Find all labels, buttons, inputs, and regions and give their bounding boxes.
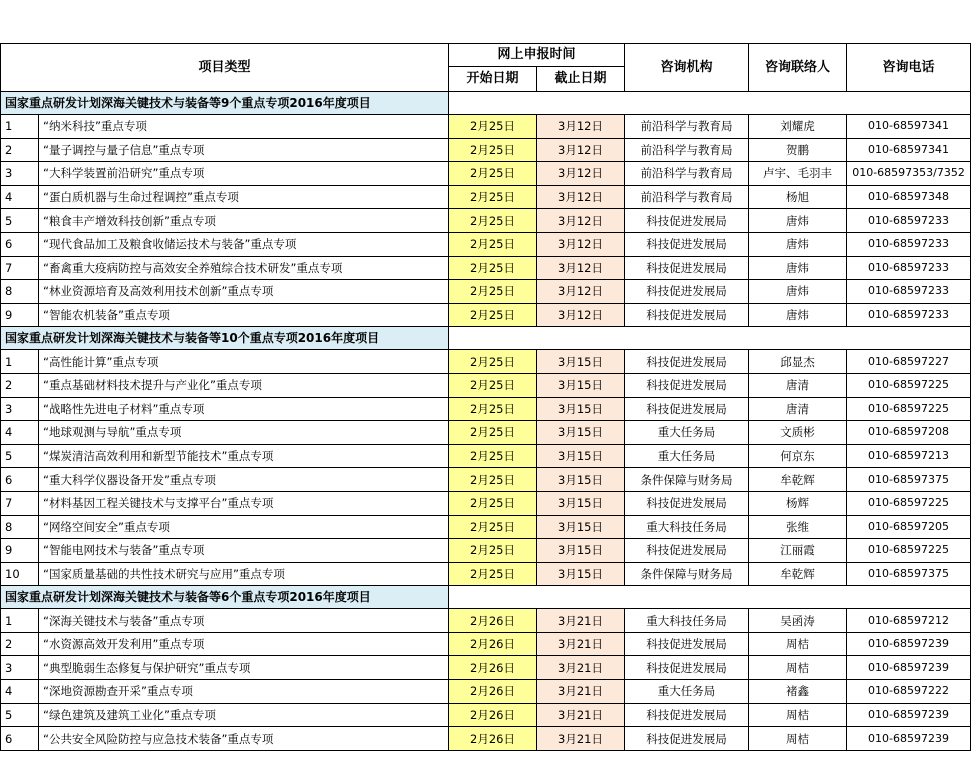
table-body — [1, 44, 971, 751]
cell-project-name[interactable]: “战略性先进电子材料”重点专项 — [39, 397, 449, 421]
cell-project-name[interactable]: “国家质量基础的共性技术研究与应用”重点专项 — [39, 562, 449, 586]
cell-phone[interactable]: 010-68597233 — [847, 280, 971, 304]
cell-contact[interactable]: 吴函涛 — [749, 609, 847, 633]
table-row — [1, 185, 971, 209]
cell-start-date[interactable]: 2月25日 — [449, 373, 537, 397]
table-row — [1, 256, 971, 280]
cell-contact[interactable]: 牟乾辉 — [749, 468, 847, 492]
cell-contact[interactable]: 唐炜 — [749, 232, 847, 256]
cell-agency[interactable]: 条件保障与财务局 — [625, 468, 749, 492]
cell-end-date[interactable]: 3月12日 — [537, 232, 625, 256]
cell-agency[interactable]: 科技促进发展局 — [625, 350, 749, 374]
section-title[interactable]: 国家重点研发计划深海关键技术与装备等6个重点专项2016年度项目 — [1, 586, 449, 609]
cell-start-date[interactable]: 2月26日 — [449, 656, 537, 680]
cell-project-name[interactable]: “重大科学仪器设备开发”重点专项 — [39, 468, 449, 492]
table-row — [1, 539, 971, 563]
table-row — [1, 444, 971, 468]
cell-project-name[interactable]: “网络空间安全”重点专项 — [39, 515, 449, 539]
cell-agency[interactable]: 前沿科学与教育局 — [625, 138, 749, 162]
cell-start-date[interactable]: 2月25日 — [449, 115, 537, 139]
cell-phone[interactable]: 010-68597233 — [847, 209, 971, 233]
cell-project-name[interactable]: “水资源高效开发利用”重点专项 — [39, 632, 449, 656]
cell-phone[interactable]: 010-68597225 — [847, 373, 971, 397]
cell-agency[interactable]: 科技促进发展局 — [625, 491, 749, 515]
table-row — [1, 162, 971, 186]
cell-contact[interactable]: 邱显杰 — [749, 350, 847, 374]
cell-number[interactable]: 6 — [1, 232, 39, 256]
cell-phone[interactable]: 010-68597341 — [847, 115, 971, 139]
cell-number[interactable]: 9 — [1, 303, 39, 327]
cell-end-date[interactable]: 3月12日 — [537, 256, 625, 280]
cell-number[interactable]: 9 — [1, 539, 39, 563]
cell-agency[interactable]: 科技促进发展局 — [625, 539, 749, 563]
cell-number[interactable]: 2 — [1, 632, 39, 656]
cell-start-date[interactable]: 2月25日 — [449, 256, 537, 280]
cell-phone[interactable]: 010-68597375 — [847, 468, 971, 492]
cell-agency[interactable]: 条件保障与财务局 — [625, 562, 749, 586]
cell-end-date[interactable]: 3月15日 — [537, 562, 625, 586]
cell-end-date[interactable]: 3月21日 — [537, 727, 625, 751]
section-title[interactable]: 国家重点研发计划深海关键技术与装备等10个重点专项2016年度项目 — [1, 327, 449, 350]
header-row-1 — [1, 44, 971, 67]
cell-contact[interactable]: 褚鑫 — [749, 680, 847, 704]
header-end-date[interactable]: 截止日期 — [537, 67, 625, 92]
cell-contact[interactable]: 杨辉 — [749, 491, 847, 515]
cell-start-date[interactable]: 2月25日 — [449, 350, 537, 374]
cell-number[interactable]: 5 — [1, 444, 39, 468]
spreadsheet — [0, 43, 971, 751]
cell-agency[interactable]: 重大任务局 — [625, 444, 749, 468]
cell-phone[interactable]: 010-68597205 — [847, 515, 971, 539]
cell-phone[interactable]: 010-68597239 — [847, 656, 971, 680]
cell-phone[interactable]: 010-68597348 — [847, 185, 971, 209]
cell-contact[interactable]: 张维 — [749, 515, 847, 539]
section-header-row — [1, 586, 971, 609]
cell-project-name[interactable]: “深海关键技术与装备”重点专项 — [39, 609, 449, 633]
cell-project-name[interactable]: “蛋白质机器与生命过程调控”重点专项 — [39, 185, 449, 209]
cell-project-name[interactable]: “高性能计算”重点专项 — [39, 350, 449, 374]
cell-agency[interactable]: 科技促进发展局 — [625, 373, 749, 397]
cell-project-name[interactable]: “大科学装置前沿研究”重点专项 — [39, 162, 449, 186]
cell-end-date[interactable]: 3月21日 — [537, 632, 625, 656]
table-row — [1, 138, 971, 162]
cell-agency[interactable]: 科技促进发展局 — [625, 703, 749, 727]
cell-end-date[interactable]: 3月21日 — [537, 609, 625, 633]
cell-number[interactable]: 5 — [1, 209, 39, 233]
project-table — [0, 43, 971, 751]
cell-number[interactable]: 6 — [1, 727, 39, 751]
cell-contact[interactable]: 唐炜 — [749, 256, 847, 280]
table-row — [1, 232, 971, 256]
cell-project-name[interactable]: “材料基因工程关键技术与支撑平台”重点专项 — [39, 491, 449, 515]
cell-phone[interactable]: 010-68597233 — [847, 303, 971, 327]
table-row — [1, 280, 971, 304]
table-row — [1, 303, 971, 327]
section-empty-cell[interactable] — [449, 92, 971, 115]
cell-phone[interactable]: 010-68597227 — [847, 350, 971, 374]
cell-number[interactable]: 3 — [1, 397, 39, 421]
cell-end-date[interactable]: 3月12日 — [537, 185, 625, 209]
cell-contact[interactable]: 杨旭 — [749, 185, 847, 209]
cell-contact[interactable]: 文质彬 — [749, 421, 847, 445]
table-row — [1, 609, 971, 633]
cell-phone[interactable]: 010-68597222 — [847, 680, 971, 704]
cell-agency[interactable]: 科技促进发展局 — [625, 256, 749, 280]
table-row — [1, 397, 971, 421]
header-agency[interactable]: 咨询机构 — [625, 44, 749, 92]
cell-number[interactable]: 8 — [1, 515, 39, 539]
cell-phone[interactable]: 010-68597239 — [847, 727, 971, 751]
cell-start-date[interactable]: 2月25日 — [449, 444, 537, 468]
cell-end-date[interactable]: 3月15日 — [537, 515, 625, 539]
cell-end-date[interactable]: 3月15日 — [537, 350, 625, 374]
cell-contact[interactable]: 江丽霞 — [749, 539, 847, 563]
cell-end-date[interactable]: 3月21日 — [537, 703, 625, 727]
cell-end-date[interactable]: 3月12日 — [537, 162, 625, 186]
section-header-row — [1, 92, 971, 115]
cell-phone[interactable]: 010-68597225 — [847, 491, 971, 515]
section-empty-cell[interactable] — [449, 327, 971, 350]
cell-number[interactable]: 4 — [1, 421, 39, 445]
cell-project-name[interactable]: “智能农机装备”重点专项 — [39, 303, 449, 327]
cell-number[interactable]: 2 — [1, 373, 39, 397]
cell-project-name[interactable]: “智能电网技术与装备”重点专项 — [39, 539, 449, 563]
table-row — [1, 680, 971, 704]
header-contact[interactable]: 咨询联络人 — [749, 44, 847, 92]
cell-project-name[interactable]: “粮食丰产增效科技创新”重点专项 — [39, 209, 449, 233]
cell-number[interactable]: 1 — [1, 609, 39, 633]
cell-end-date[interactable]: 3月15日 — [537, 468, 625, 492]
cell-contact[interactable]: 卢宇、毛羽丰 — [749, 162, 847, 186]
cell-number[interactable]: 1 — [1, 350, 39, 374]
cell-phone[interactable]: 010-68597239 — [847, 632, 971, 656]
cell-start-date[interactable]: 2月25日 — [449, 138, 537, 162]
cell-number[interactable]: 10 — [1, 562, 39, 586]
cell-number[interactable]: 5 — [1, 703, 39, 727]
cell-phone[interactable]: 010-68597208 — [847, 421, 971, 445]
table-row — [1, 209, 971, 233]
cell-project-name[interactable]: “重点基础材料技术提升与产业化”重点专项 — [39, 373, 449, 397]
cell-contact[interactable]: 何京东 — [749, 444, 847, 468]
header-online-time[interactable]: 网上申报时间 — [449, 44, 625, 67]
cell-contact[interactable]: 刘耀虎 — [749, 115, 847, 139]
section-title[interactable]: 国家重点研发计划深海关键技术与装备等9个重点专项2016年度项目 — [1, 92, 449, 115]
table-row — [1, 350, 971, 374]
cell-contact[interactable]: 牟乾辉 — [749, 562, 847, 586]
cell-number[interactable]: 7 — [1, 491, 39, 515]
cell-phone[interactable]: 010-68597225 — [847, 539, 971, 563]
table-row — [1, 703, 971, 727]
table-row — [1, 632, 971, 656]
cell-end-date[interactable]: 3月15日 — [537, 373, 625, 397]
cell-end-date[interactable]: 3月21日 — [537, 656, 625, 680]
cell-start-date[interactable]: 2月26日 — [449, 680, 537, 704]
cell-project-name[interactable]: “纳米科技”重点专项 — [39, 115, 449, 139]
cell-end-date[interactable]: 3月15日 — [537, 539, 625, 563]
cell-start-date[interactable]: 2月25日 — [449, 468, 537, 492]
cell-start-date[interactable]: 2月26日 — [449, 609, 537, 633]
cell-project-name[interactable]: “绿色建筑及建筑工业化”重点专项 — [39, 703, 449, 727]
header-project-type[interactable]: 项目类型 — [1, 44, 449, 92]
cell-agency[interactable]: 科技促进发展局 — [625, 727, 749, 751]
cell-start-date[interactable]: 2月25日 — [449, 421, 537, 445]
cell-phone[interactable]: 010-68597375 — [847, 562, 971, 586]
cell-number[interactable]: 4 — [1, 680, 39, 704]
cell-agency[interactable]: 科技促进发展局 — [625, 209, 749, 233]
cell-end-date[interactable]: 3月15日 — [537, 444, 625, 468]
cell-start-date[interactable]: 2月26日 — [449, 703, 537, 727]
header-start-date[interactable]: 开始日期 — [449, 67, 537, 92]
cell-contact[interactable]: 周桔 — [749, 727, 847, 751]
header-phone[interactable]: 咨询电话 — [847, 44, 971, 92]
cell-agency[interactable]: 重大科技任务局 — [625, 515, 749, 539]
cell-start-date[interactable]: 2月26日 — [449, 632, 537, 656]
cell-phone[interactable]: 010-68597233 — [847, 256, 971, 280]
section-header-row — [1, 327, 971, 350]
cell-contact[interactable]: 贺鹏 — [749, 138, 847, 162]
cell-number[interactable]: 1 — [1, 115, 39, 139]
cell-project-name[interactable]: “林业资源培育及高效利用技术创新”重点专项 — [39, 280, 449, 304]
cell-contact[interactable]: 周桔 — [749, 656, 847, 680]
cell-phone[interactable]: 010-68597233 — [847, 232, 971, 256]
cell-start-date[interactable]: 2月25日 — [449, 162, 537, 186]
cell-project-name[interactable]: “地球观测与导航”重点专项 — [39, 421, 449, 445]
cell-project-name[interactable]: “深地资源勘查开采”重点专项 — [39, 680, 449, 704]
cell-number[interactable]: 6 — [1, 468, 39, 492]
cell-end-date[interactable]: 3月12日 — [537, 303, 625, 327]
cell-agency[interactable]: 科技促进发展局 — [625, 656, 749, 680]
cell-phone[interactable]: 010-68597341 — [847, 138, 971, 162]
cell-number[interactable]: 4 — [1, 185, 39, 209]
table-row — [1, 468, 971, 492]
cell-project-name[interactable]: “公共安全风险防控与应急技术装备”重点专项 — [39, 727, 449, 751]
cell-contact[interactable]: 唐炜 — [749, 209, 847, 233]
cell-start-date[interactable]: 2月25日 — [449, 539, 537, 563]
cell-end-date[interactable]: 3月15日 — [537, 397, 625, 421]
cell-phone[interactable]: 010-68597239 — [847, 703, 971, 727]
table-row — [1, 115, 971, 139]
cell-agency[interactable]: 科技促进发展局 — [625, 232, 749, 256]
cell-agency[interactable]: 科技促进发展局 — [625, 280, 749, 304]
cell-end-date[interactable]: 3月12日 — [537, 280, 625, 304]
cell-agency[interactable]: 重大任务局 — [625, 421, 749, 445]
cell-start-date[interactable]: 2月25日 — [449, 303, 537, 327]
cell-start-date[interactable]: 2月25日 — [449, 491, 537, 515]
cell-end-date[interactable]: 3月12日 — [537, 138, 625, 162]
cell-start-date[interactable]: 2月25日 — [449, 397, 537, 421]
cell-contact[interactable]: 周桔 — [749, 703, 847, 727]
cell-end-date[interactable]: 3月15日 — [537, 491, 625, 515]
cell-end-date[interactable]: 3月12日 — [537, 115, 625, 139]
cell-number[interactable]: 8 — [1, 280, 39, 304]
cell-start-date[interactable]: 2月25日 — [449, 515, 537, 539]
cell-start-date[interactable]: 2月26日 — [449, 727, 537, 751]
cell-phone[interactable]: 010-68597225 — [847, 397, 971, 421]
cell-end-date[interactable]: 3月21日 — [537, 680, 625, 704]
table-row — [1, 515, 971, 539]
cell-agency[interactable]: 科技促进发展局 — [625, 303, 749, 327]
cell-contact[interactable]: 周桔 — [749, 632, 847, 656]
table-row — [1, 656, 971, 680]
cell-project-name[interactable]: “现代食品加工及粮食收储运技术与装备”重点专项 — [39, 232, 449, 256]
cell-start-date[interactable]: 2月25日 — [449, 280, 537, 304]
cell-agency[interactable]: 重大科技任务局 — [625, 609, 749, 633]
cell-contact[interactable]: 唐炜 — [749, 280, 847, 304]
cell-end-date[interactable]: 3月15日 — [537, 421, 625, 445]
cell-phone[interactable]: 010-68597353/7352 — [847, 162, 971, 186]
cell-agency[interactable]: 重大任务局 — [625, 680, 749, 704]
cell-start-date[interactable]: 2月25日 — [449, 185, 537, 209]
cell-start-date[interactable]: 2月25日 — [449, 232, 537, 256]
table-row — [1, 727, 971, 751]
cell-number[interactable]: 2 — [1, 138, 39, 162]
cell-project-name[interactable]: “典型脆弱生态修复与保护研究”重点专项 — [39, 656, 449, 680]
cell-agency[interactable]: 前沿科学与教育局 — [625, 162, 749, 186]
table-row — [1, 373, 971, 397]
table-row — [1, 562, 971, 586]
cell-contact[interactable]: 唐炜 — [749, 303, 847, 327]
cell-number[interactable]: 3 — [1, 656, 39, 680]
cell-start-date[interactable]: 2月25日 — [449, 209, 537, 233]
cell-start-date[interactable]: 2月25日 — [449, 562, 537, 586]
table-row — [1, 421, 971, 445]
cell-number[interactable]: 3 — [1, 162, 39, 186]
cell-agency[interactable]: 前沿科学与教育局 — [625, 185, 749, 209]
cell-project-name[interactable]: “煤炭清洁高效利用和新型节能技术”重点专项 — [39, 444, 449, 468]
cell-phone[interactable]: 010-68597212 — [847, 609, 971, 633]
section-empty-cell[interactable] — [449, 586, 971, 609]
cell-phone[interactable]: 010-68597213 — [847, 444, 971, 468]
cell-agency[interactable]: 科技促进发展局 — [625, 397, 749, 421]
cell-contact[interactable]: 唐清 — [749, 397, 847, 421]
cell-agency[interactable]: 科技促进发展局 — [625, 632, 749, 656]
cell-contact[interactable]: 唐清 — [749, 373, 847, 397]
cell-number[interactable]: 7 — [1, 256, 39, 280]
cell-agency[interactable]: 前沿科学与教育局 — [625, 115, 749, 139]
cell-project-name[interactable]: “量子调控与量子信息”重点专项 — [39, 138, 449, 162]
cell-project-name[interactable]: “畜禽重大疫病防控与高效安全养殖综合技术研发”重点专项 — [39, 256, 449, 280]
cell-end-date[interactable]: 3月12日 — [537, 209, 625, 233]
table-row — [1, 491, 971, 515]
